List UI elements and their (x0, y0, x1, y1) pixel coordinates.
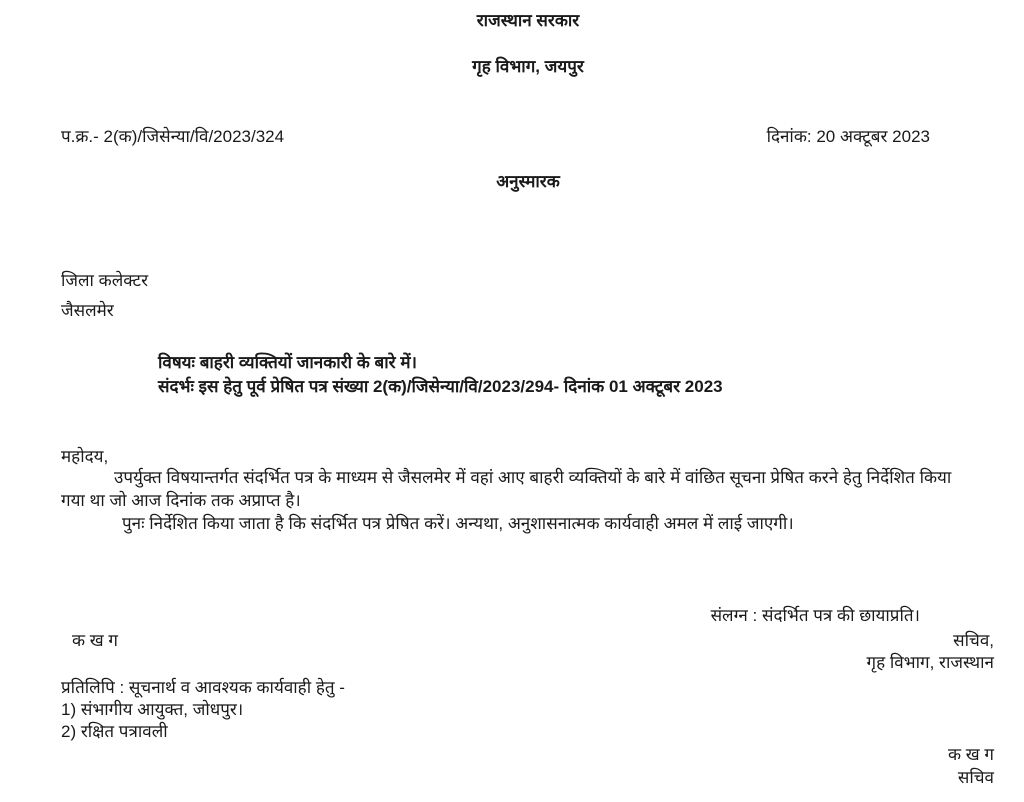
body-paragraph-1: उपर्युक्त विषयान्तर्गत संदर्भित पत्र के माध्यम से जैसलमेर में वहां आए बाहरी व्यक्तियों के बारे में वांछित सूचना प्रेषित करने हेतु निर्देशित किया गया था जो आज दिनांक तक अप्राप्त है। (61, 468, 952, 510)
footer-signatory-name: क ख ग (948, 745, 994, 764)
addressee-line-1: जिला कलेक्टर (61, 271, 149, 290)
enclosure-note: संलग्न : संदर्भित पत्र की छायाप्रति। (710, 606, 920, 625)
letter-date: दिनांक: 20 अक्टूबर 2023 (766, 127, 930, 146)
signatory-department: गृह विभाग, राजस्थान (866, 653, 994, 672)
copy-to-item: 2) रक्षित पत्रावली (61, 722, 168, 741)
copy-to-item: 1) संभागीय आयुक्त, जोधपुर। (61, 700, 244, 719)
signatory-title: सचिव, (953, 631, 994, 650)
government-heading: राजस्थान सरकार (476, 11, 580, 30)
subject-line: विषयः बाहरी व्यक्तियों जानकारी के बारे में। (158, 353, 417, 372)
letter-number: प.क्र.- 2(क)/जिसेन्या/वि/2023/324 (61, 127, 285, 146)
memo-title: अनुस्मारक (496, 172, 560, 191)
copy-to-heading: प्रतिलिपि : सूचनार्थ व आवश्यक कार्यवाही हेतु - (61, 678, 345, 697)
salutation: महोदय, (61, 447, 109, 466)
letter-body (61, 466, 971, 535)
footer-signatory-title: सचिव (957, 768, 994, 787)
addressee-line-2: जैसलमेर (61, 301, 114, 320)
body-paragraph-2: पुनः निर्देशित किया जाता है कि संदर्भित पत्र प्रेषित करें। अन्यथा, अनुशासनात्मक कार्यवाही अमल में लाई जाएगी। (122, 514, 794, 533)
signatory-name: क ख ग (72, 631, 118, 650)
reference-line: संदर्भः इस हेतु पूर्व प्रेषित पत्र संख्या 2(क)/जिसेन्या/वि/2023/294- दिनांक 01 अक्टूबर 2023 (158, 377, 723, 396)
department-heading: गृह विभाग, जयपुर (472, 57, 584, 76)
